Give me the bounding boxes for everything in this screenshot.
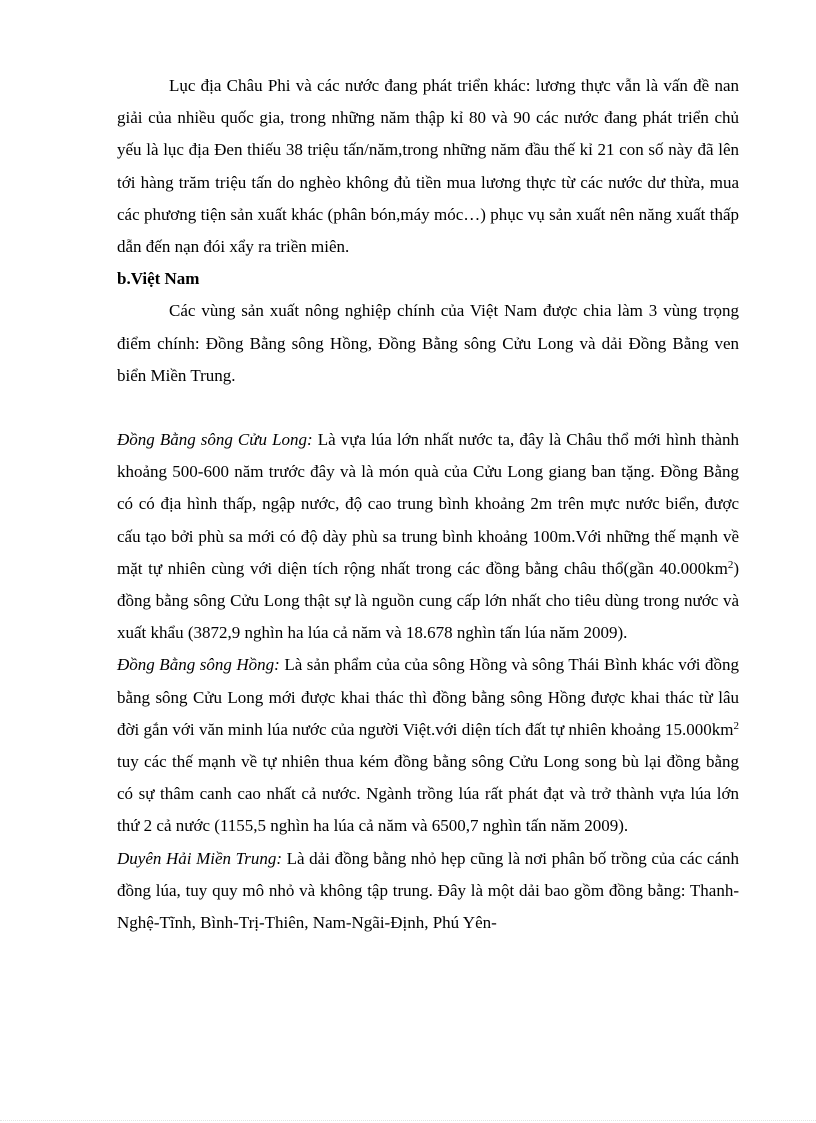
- intro-paragraph: Lục địa Châu Phi và các nước đang phát triển khác: lương thực vẫn là vấn đề nan giải của nhiều quốc gia, trong những năm thập kỉ 80 và 90 các nước đang phát triển chủ yếu là lục địa Đen thiếu 38 triệu tấn/năm,trong những năm đầu thế kỉ 21 con số này đã lên tới hàng trăm triệu tấn do nghèo không đủ tiền mua lương thực từ các nước dư thừa, mua các phương tiện sản xuất khác (phân bón,máy móc…) phục vụ sản xuất nên năng xuất thấp dẫn đến nạn đói xẩy ra triền miên.: [117, 76, 739, 257]
- mekong-delta-paragraph: [117, 424, 739, 649]
- red-river-delta-text-end: tuy các thế mạnh về tự nhiên thua kém đồng bằng sông Cửu Long song bù lại đồng bằng có sự thâm canh cao nhất cả nước. Ngành trồng lúa rất phát đạt và trở thành vựa lúa lớn thứ 2 cả nước (1155,5 nghìn ha lúa cả năm và 6500,7 nghìn tấn năm 2009).: [117, 752, 739, 836]
- document-page: [117, 70, 739, 939]
- red-river-delta-paragraph: [117, 649, 739, 842]
- central-coast-paragraph: [117, 843, 739, 940]
- red-river-delta-text: Là sản phẩm của của sông Hồng và sông Thái Bình khác với đồng bằng sông Cửu Long mới được khai thác thì đồng bằng sông Hồng được khai thác từ lâu đời gắn với văn minh lúa nước của người Việt.với diện tích đất tự nhiên khoảng 15.000km: [117, 655, 740, 739]
- red-river-area-superscript: 2: [733, 719, 739, 732]
- central-coast-lead: Duyên Hải Miền Trung:: [117, 848, 282, 868]
- mekong-area-superscript: 2: [727, 558, 734, 571]
- paragraph-spacer: [117, 392, 739, 424]
- mekong-delta-text: Là vựa lúa lớn nhất nước ta, đây là Châu thổ mới hình thành khoảng 500-600 năm trước đây và là món quà của Cửu Long giang ban tặng. Đồng Bằng có có địa hình thấp, ngập nước, độ cao trung bình khoảng 2m trên mực nước biển, được cấu tạo bởi phù sa mới có độ dày phù sa trung bình khoảng 100m.Với những thế mạnh về mặt tự nhiên cùng với diện tích rộng nhất trong các đồng bằng châu thổ(gần 40.000km: [117, 430, 739, 578]
- central-coast-text: Là dải đồng bằng nhỏ hẹp cũng là nơi phân bố trồng của các cánh đồng lúa, tuy quy mô nhỏ và không tập trung. Đây là một dải bao gồm đồng bằng: Thanh-Nghệ-Tĩnh, Bình-Trị-Thiên, Nam-Ngãi-Định, Phú Yên-: [117, 848, 739, 933]
- section-heading: b.Việt Nam: [117, 269, 200, 289]
- red-river-delta-lead: Đồng Bằng sông Hồng:: [117, 655, 280, 675]
- regions-intro-paragraph: Các vùng sản xuất nông nghiệp chính của Việt Nam được chia làm 3 vùng trọng điểm chính: Đồng Bằng sông Hồng, Đồng Bằng sông Cửu Long và dải Đồng Bằng ven biển Miền Trung.: [117, 301, 739, 385]
- mekong-delta-text-end: ) đồng bằng sông Cửu Long thật sự là nguồn cung cấp lớn nhất cho tiêu dùng trong nước và xuất khẩu (3872,9 nghìn ha lúa cả năm và 18.678 nghìn tấn lúa năm 2009).: [117, 558, 739, 643]
- page-bottom-divider: [0, 1120, 816, 1121]
- mekong-delta-lead: Đồng Bằng sông Cửu Long:: [117, 430, 313, 450]
